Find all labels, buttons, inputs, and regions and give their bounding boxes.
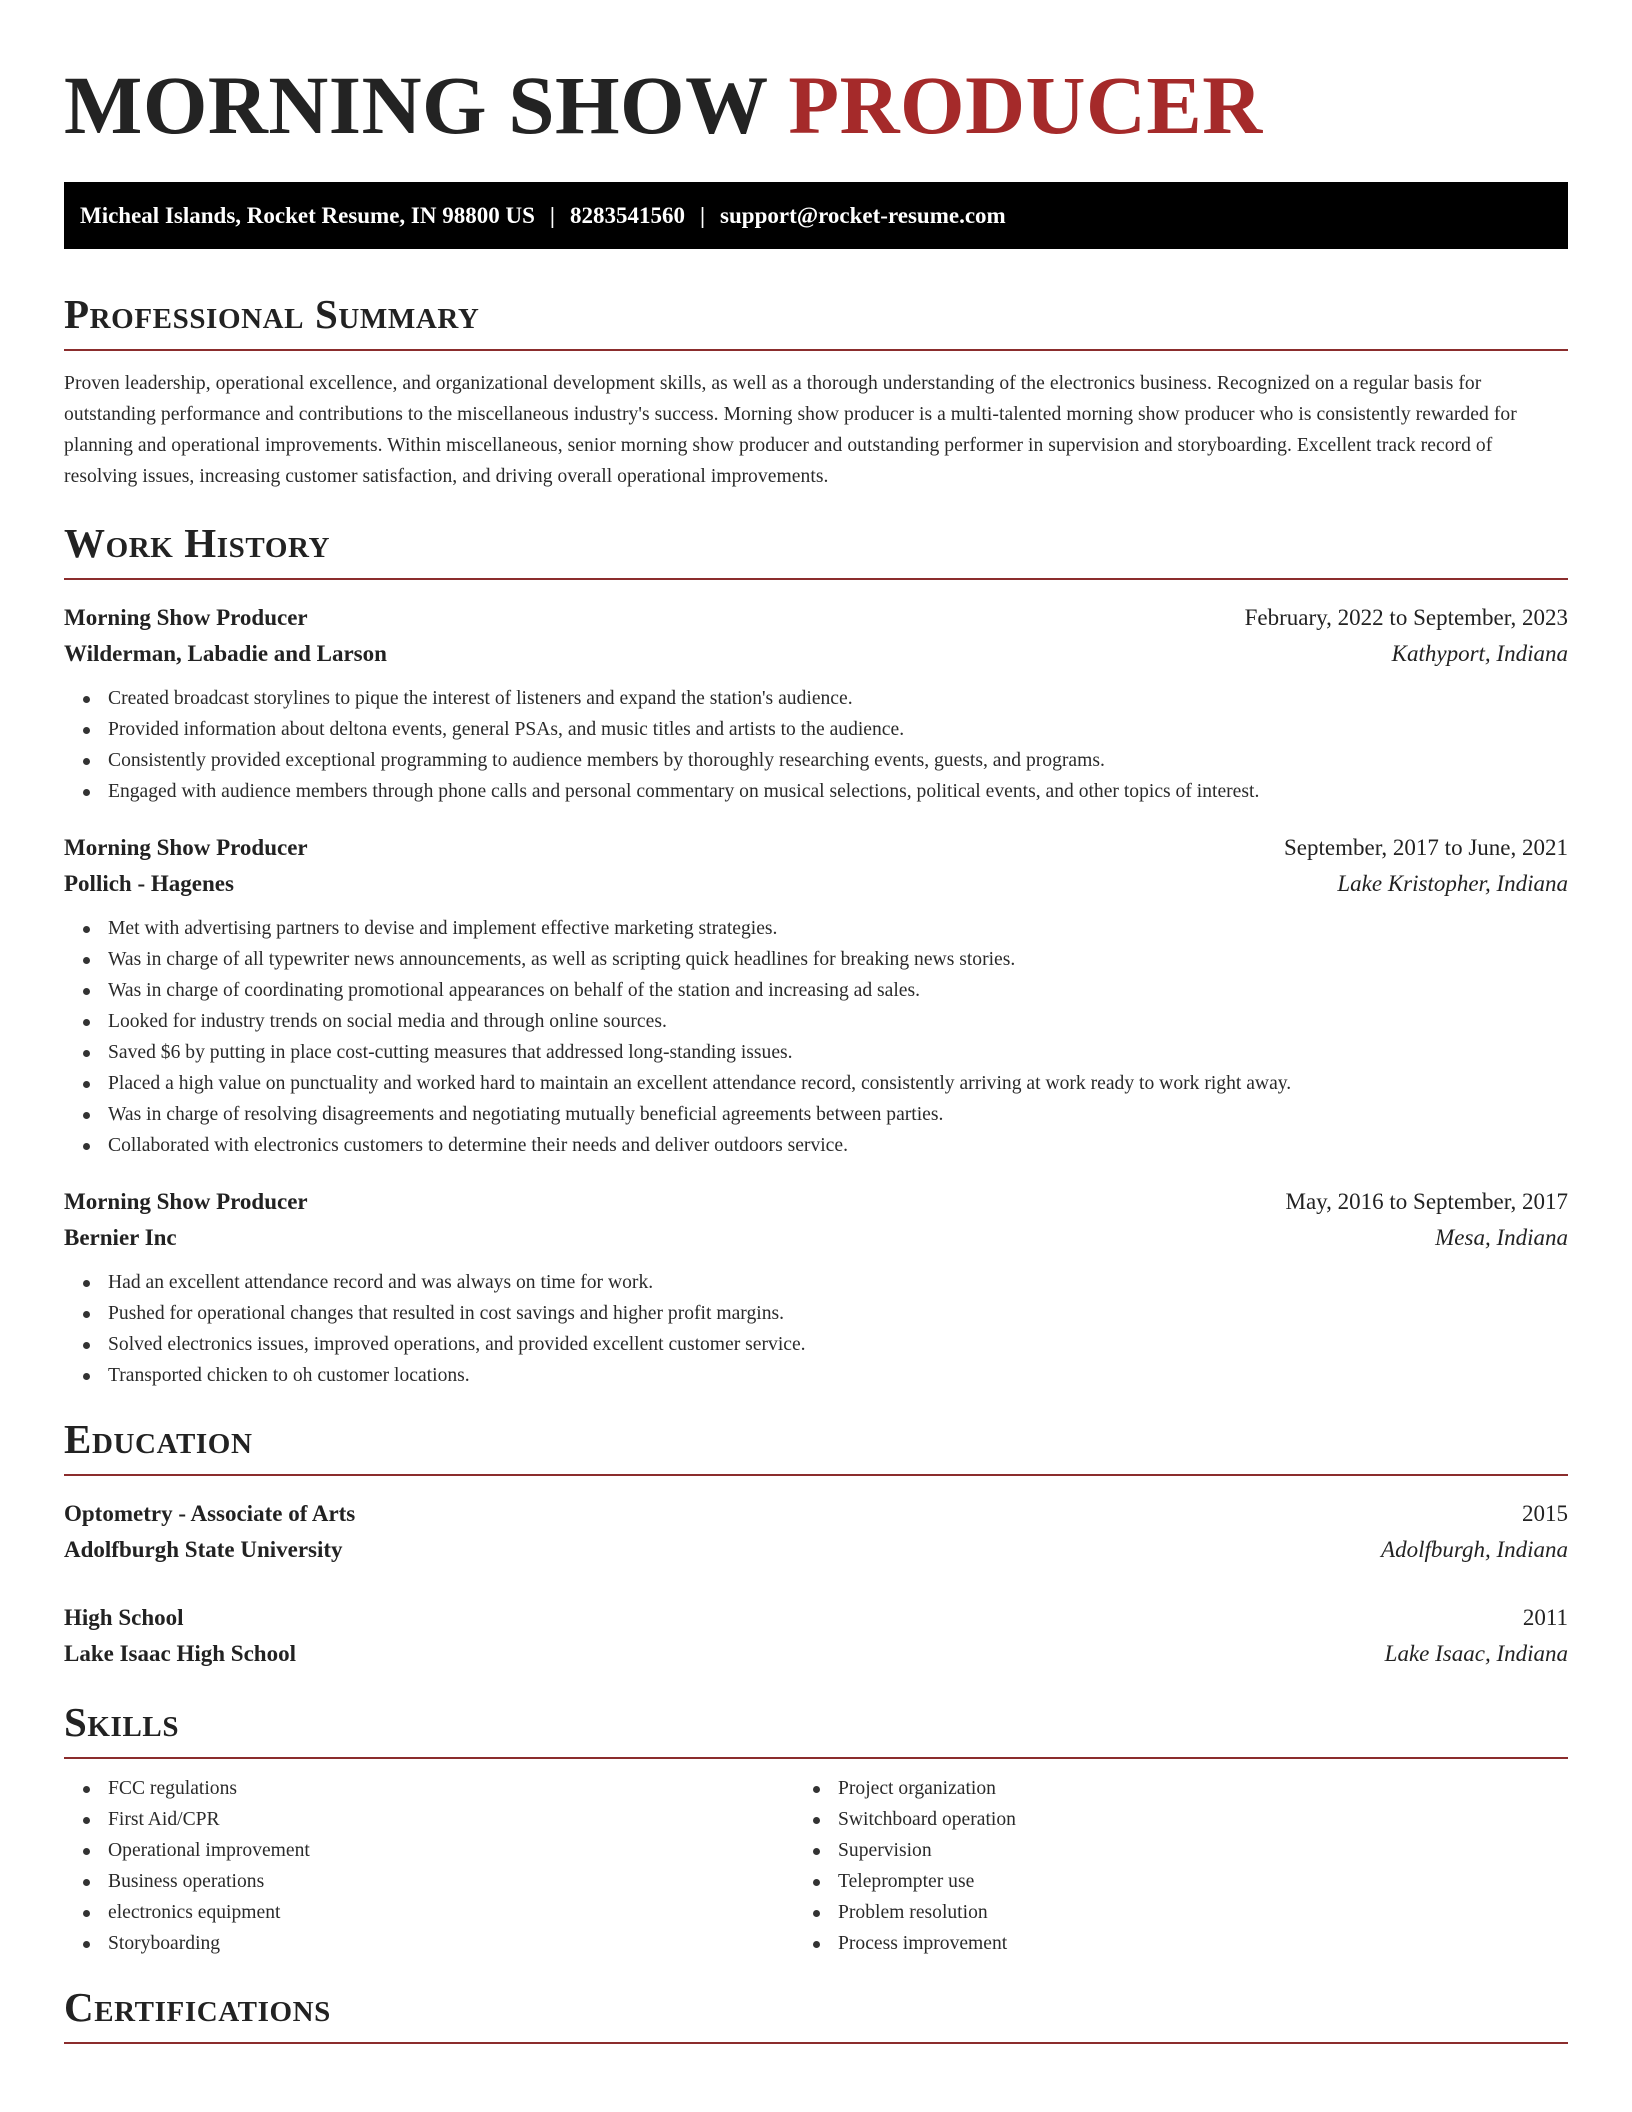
job-dates: September, 2017 to June, 2021 bbox=[1284, 835, 1568, 860]
job-bullets bbox=[64, 913, 1568, 1161]
job-entry bbox=[64, 830, 1568, 1161]
contact-separator: | bbox=[699, 202, 706, 228]
job-location: Mesa, Indiana bbox=[1435, 1225, 1568, 1250]
education-degree: Optometry - Associate of Arts bbox=[64, 1501, 356, 1526]
list-item: Was in charge of coordinating promotional appearances on behalf of the station and increasing ad sales. bbox=[108, 975, 1568, 1006]
education-year: 2015 bbox=[1522, 1501, 1568, 1526]
job-company: Bernier Inc bbox=[64, 1225, 177, 1250]
list-item: Engaged with audience members through phone calls and personal commentary on musical selections, political events, and other topics of interest. bbox=[108, 776, 1568, 807]
job-title-row bbox=[64, 1184, 1568, 1220]
list-item: Saved $6 by putting in place cost-cutting measures that addressed long-standing issues. bbox=[108, 1037, 1568, 1068]
job-title: Morning Show Producer bbox=[64, 1189, 308, 1214]
job-company-row bbox=[64, 866, 1568, 902]
contact-separator: | bbox=[549, 202, 555, 228]
certifications-section bbox=[64, 1983, 1568, 2044]
section-divider bbox=[64, 578, 1568, 580]
resume-title bbox=[64, 0, 1568, 152]
job-location: Kathyport, Indiana bbox=[1391, 641, 1568, 666]
list-item: Operational improvement bbox=[108, 1835, 838, 1866]
list-item: FCC regulations bbox=[108, 1773, 838, 1804]
contact-email: support@rocket-resume.com bbox=[720, 202, 1006, 228]
list-item: Collaborated with electronics customers to determine their needs and deliver outdoors service. bbox=[108, 1130, 1568, 1161]
title-primary: MORNING SHOW bbox=[64, 59, 768, 151]
list-item: Created broadcast storylines to pique the interest of listeners and expand the station's audience. bbox=[108, 683, 1568, 714]
list-item: First Aid/CPR bbox=[108, 1804, 838, 1835]
list-item: Teleprompter use bbox=[838, 1866, 1568, 1897]
job-location: Lake Kristopher, Indiana bbox=[1337, 871, 1568, 896]
education-degree-row bbox=[64, 1600, 1568, 1636]
contact-address: Micheal Islands, Rocket Resume, IN 98800 US bbox=[80, 202, 535, 228]
list-item: Supervision bbox=[838, 1835, 1568, 1866]
summary-text: Proven leadership, operational excellence, and organizational development skills, as well as a thorough understanding of the electronics business. Recognized on a regular basis for outstanding performance and contributions to the miscellaneous industry's success. Morning show producer is a multi-talented morning show producer who is consistently rewarded for planning and operational improvements. Within miscellaneous, senior morning show producer and outstanding performer in supervision and storyboarding. Excellent track record of resolving issues, increasing customer satisfaction, and driving overall operational improvements. bbox=[64, 373, 1517, 487]
list-item: Looked for industry trends on social media and through online sources. bbox=[108, 1006, 1568, 1037]
job-company: Wilderman, Labadie and Larson bbox=[64, 641, 387, 666]
education-school: Lake Isaac High School bbox=[64, 1641, 296, 1666]
section-title-certifications: Certifications bbox=[64, 1984, 331, 2030]
education-section bbox=[64, 1415, 1568, 1672]
list-item: Storyboarding bbox=[108, 1928, 838, 1959]
list-item: Business operations bbox=[108, 1866, 838, 1897]
section-title-skills: Skills bbox=[64, 1699, 180, 1745]
title-accent: PRODUCER bbox=[788, 59, 1263, 151]
list-item: Provided information about deltona events, general PSAs, and music titles and artists to the audience. bbox=[108, 714, 1568, 745]
section-divider bbox=[64, 349, 1568, 351]
job-title: Morning Show Producer bbox=[64, 835, 308, 860]
list-item: Met with advertising partners to devise and implement effective marketing strategies. bbox=[108, 913, 1568, 944]
job-title: Morning Show Producer bbox=[64, 605, 308, 630]
skills-column-left bbox=[64, 1773, 838, 1959]
list-item: Was in charge of all typewriter news announcements, as well as scripting quick headlines for breaking news stories. bbox=[108, 944, 1568, 975]
list-item: Process improvement bbox=[838, 1928, 1568, 1959]
section-divider bbox=[64, 2042, 1568, 2044]
job-dates: February, 2022 to September, 2023 bbox=[1244, 605, 1568, 630]
skills-section bbox=[64, 1698, 1568, 1959]
list-item: Was in charge of resolving disagreements and negotiating mutually beneficial agreements between parties. bbox=[108, 1099, 1568, 1130]
section-title-work-history: Work History bbox=[64, 520, 331, 566]
list-item: Pushed for operational changes that resulted in cost savings and higher profit margins. bbox=[108, 1298, 1568, 1329]
summary-section bbox=[64, 290, 1568, 492]
list-item: electronics equipment bbox=[108, 1897, 838, 1928]
section-title-summary: Professional Summary bbox=[64, 291, 480, 337]
job-dates: May, 2016 to September, 2017 bbox=[1285, 1189, 1568, 1214]
education-location: Lake Isaac, Indiana bbox=[1384, 1641, 1568, 1666]
list-item: Switchboard operation bbox=[838, 1804, 1568, 1835]
list-item: Project organization bbox=[838, 1773, 1568, 1804]
job-title-row bbox=[64, 600, 1568, 636]
section-divider bbox=[64, 1474, 1568, 1476]
job-title-row bbox=[64, 830, 1568, 866]
skills-column-right bbox=[838, 1773, 1568, 1959]
job-bullets bbox=[64, 1267, 1568, 1391]
list-item: Consistently provided exceptional programming to audience members by thoroughly researching events, guests, and programs. bbox=[108, 745, 1568, 776]
education-entry bbox=[64, 1600, 1568, 1672]
education-degree-row bbox=[64, 1496, 1568, 1532]
skills-grid bbox=[64, 1773, 1568, 1959]
list-item: Had an excellent attendance record and was always on time for work. bbox=[108, 1267, 1568, 1298]
education-school-row bbox=[64, 1532, 1568, 1568]
education-location: Adolfburgh, Indiana bbox=[1381, 1537, 1568, 1562]
section-title-education: Education bbox=[64, 1416, 253, 1462]
job-company-row bbox=[64, 1220, 1568, 1256]
job-company: Pollich - Hagenes bbox=[64, 871, 234, 896]
list-item: Solved electronics issues, improved operations, and provided excellent customer service. bbox=[108, 1329, 1568, 1360]
list-item: Transported chicken to oh customer locations. bbox=[108, 1360, 1568, 1391]
job-entry bbox=[64, 600, 1568, 807]
education-entry bbox=[64, 1496, 1568, 1568]
education-school: Adolfburgh State University bbox=[64, 1537, 343, 1562]
job-bullets bbox=[64, 683, 1568, 807]
work-history-section bbox=[64, 519, 1568, 1391]
list-item: Problem resolution bbox=[838, 1897, 1568, 1928]
education-year: 2011 bbox=[1522, 1605, 1568, 1630]
contact-phone: 8283541560 bbox=[569, 202, 685, 228]
education-school-row bbox=[64, 1636, 1568, 1672]
section-divider bbox=[64, 1757, 1568, 1759]
job-entry bbox=[64, 1184, 1568, 1391]
job-company-row bbox=[64, 636, 1568, 672]
list-item: Placed a high value on punctuality and worked hard to maintain an excellent attendance record, consistently arriving at work ready to work right away. bbox=[108, 1068, 1568, 1099]
education-degree: High School bbox=[64, 1605, 184, 1630]
contact-bar bbox=[64, 182, 1568, 249]
